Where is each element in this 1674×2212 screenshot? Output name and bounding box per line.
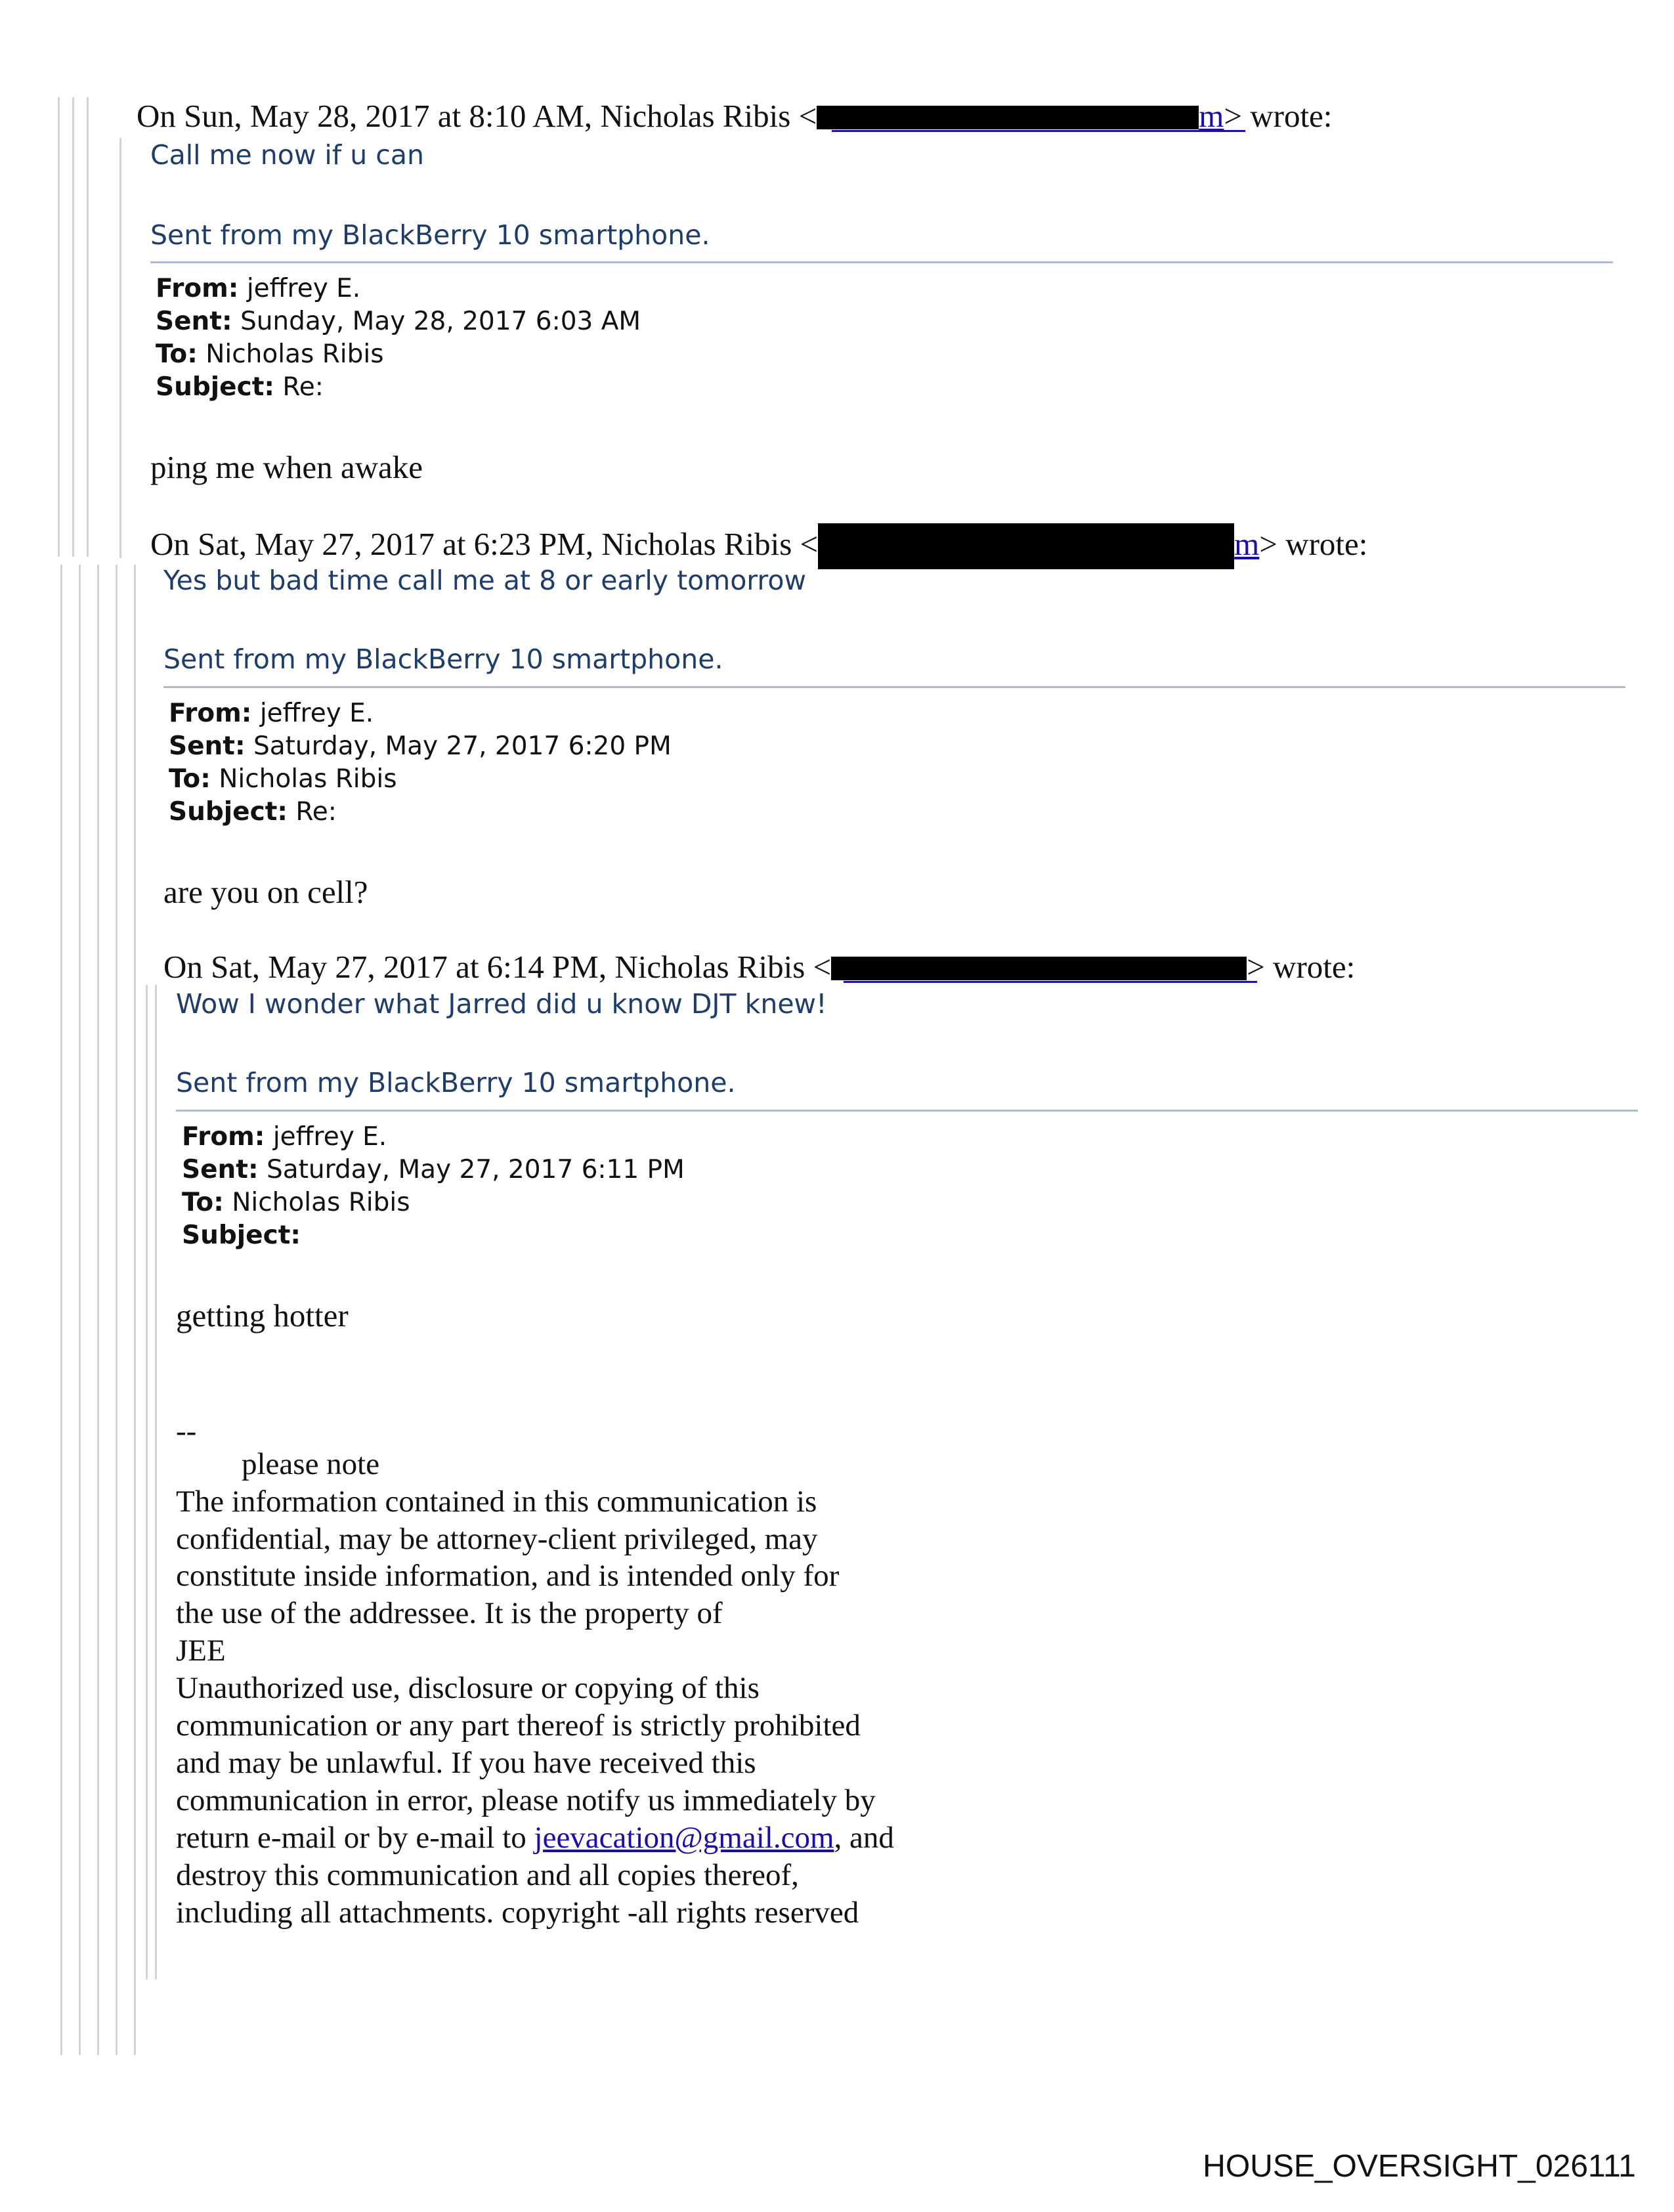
disclaimer-line: destroy this communication and all copies thereof, xyxy=(176,1858,799,1892)
quote-bar xyxy=(72,97,74,557)
attribution-line xyxy=(150,523,1367,569)
quote-bar xyxy=(87,97,89,557)
quote-bar xyxy=(116,565,118,2055)
from-line xyxy=(169,697,374,730)
subject-label: Subject: xyxy=(182,1221,301,1250)
quote-bar xyxy=(60,565,62,2055)
subject-label: Subject: xyxy=(156,372,274,402)
sent-value: Saturday, May 27, 2017 6:11 PM xyxy=(258,1155,685,1184)
please-note: please note xyxy=(242,1447,380,1481)
from-value: jeffrey E. xyxy=(251,699,374,728)
sent-line xyxy=(169,730,672,763)
return-line-suffix: , and xyxy=(834,1821,894,1855)
disclaimer-line: including all attachments. copyright -all rights reserved xyxy=(176,1896,859,1930)
quote-bar xyxy=(119,138,121,558)
message-body: Wow I wonder what Jarred did u know DJT knew! xyxy=(176,988,827,1020)
to-value: Nicholas Ribis xyxy=(210,764,397,794)
signature: Sent from my BlackBerry 10 smartphone. xyxy=(163,643,723,675)
disclaimer-line: constitute inside information, and is intended only for xyxy=(176,1559,840,1593)
signature-dashes: -- xyxy=(176,1414,197,1448)
disclaimer-line: The information contained in this communication is xyxy=(176,1485,817,1519)
from-line xyxy=(182,1121,387,1154)
from-value: jeffrey E. xyxy=(265,1122,387,1152)
attribution-suffix: > wrote: xyxy=(1247,949,1356,985)
header-divider xyxy=(163,686,1625,688)
email-underline xyxy=(844,981,1257,983)
bates-number: HOUSE_OVERSIGHT_026111 xyxy=(1203,2149,1636,2184)
attribution-prefix: On Sat, May 27, 2017 at 6:23 PM, Nicholas Ribis < xyxy=(150,526,819,562)
to-line xyxy=(182,1186,410,1219)
subject-line xyxy=(169,796,337,829)
to-label: To: xyxy=(182,1188,224,1217)
email-underline xyxy=(832,130,1245,132)
disclaimer-line: communication in error, please notify us immediately by xyxy=(176,1783,876,1817)
to-line xyxy=(156,338,384,371)
disclaimer-line: JEE xyxy=(176,1634,226,1668)
subject-value: Re: xyxy=(274,372,324,402)
redacted-email xyxy=(817,106,1199,129)
redacted-email xyxy=(831,957,1247,980)
message-body: Call me now if u can xyxy=(150,139,424,171)
header-divider xyxy=(150,261,1613,263)
quote-bar xyxy=(97,565,99,2055)
subject-value: Re: xyxy=(287,797,337,827)
disclaimer-return-line xyxy=(176,1819,894,1857)
reply-text: getting hotter xyxy=(176,1297,349,1334)
from-label: From: xyxy=(156,274,239,303)
from-label: From: xyxy=(182,1122,265,1152)
subject-line xyxy=(156,371,324,404)
reply-text: ping me when awake xyxy=(150,449,423,485)
sent-line xyxy=(182,1154,685,1186)
message-body: Yes but bad time call me at 8 or early tomorrow xyxy=(163,565,806,596)
from-line xyxy=(156,272,360,305)
quote-bar xyxy=(134,565,136,2055)
sent-label: Sent: xyxy=(156,307,232,336)
sent-label: Sent: xyxy=(169,731,246,761)
contact-email-link[interactable]: jeevacation@gmail.com xyxy=(534,1821,834,1855)
to-label: To: xyxy=(156,339,198,369)
disclaimer-line: and may be unlawful. If you have received this xyxy=(176,1746,756,1780)
quote-bar xyxy=(79,565,81,2055)
disclaimer-line: the use of the addressee. It is the property of xyxy=(176,1596,723,1630)
quote-bar xyxy=(146,985,148,1980)
sent-line xyxy=(156,305,641,338)
to-label: To: xyxy=(169,764,211,794)
attribution-prefix: On Sat, May 27, 2017 at 6:14 PM, Nicholas Ribis < xyxy=(163,949,832,985)
subject-label: Subject: xyxy=(169,797,288,827)
to-value: Nicholas Ribis xyxy=(197,339,384,369)
attribution-suffix: > wrote: xyxy=(1259,526,1368,562)
redacted-email xyxy=(818,523,1234,569)
to-line xyxy=(169,763,397,796)
to-value: Nicholas Ribis xyxy=(223,1188,410,1217)
signature: Sent from my BlackBerry 10 smartphone. xyxy=(176,1067,736,1098)
quote-bar xyxy=(155,985,157,1980)
from-label: From: xyxy=(169,699,252,728)
attribution-suffix: > wrote: xyxy=(1224,98,1333,134)
email-link-tail[interactable]: m xyxy=(1199,98,1224,134)
attribution-prefix: On Sun, May 28, 2017 at 8:10 AM, Nicholas Ribis < xyxy=(137,98,817,134)
sent-label: Sent: xyxy=(182,1155,259,1184)
disclaimer-line: communication or any part thereof is strictly prohibited xyxy=(176,1708,861,1743)
from-value: jeffrey E. xyxy=(238,274,361,303)
subject-line xyxy=(182,1219,301,1252)
sent-value: Saturday, May 27, 2017 6:20 PM xyxy=(245,731,672,761)
reply-text: are you on cell? xyxy=(163,874,368,910)
header-divider xyxy=(176,1110,1638,1112)
quote-bar xyxy=(58,97,60,557)
sent-value: Sunday, May 28, 2017 6:03 AM xyxy=(232,307,641,336)
return-line-prefix: return e-mail or by e-mail to xyxy=(176,1821,534,1855)
disclaimer-line: Unauthorized use, disclosure or copying of this xyxy=(176,1671,760,1705)
disclaimer-line: confidential, may be attorney-client privileged, may xyxy=(176,1522,818,1556)
signature: Sent from my BlackBerry 10 smartphone. xyxy=(150,219,710,251)
email-link-tail[interactable]: m xyxy=(1234,526,1260,562)
